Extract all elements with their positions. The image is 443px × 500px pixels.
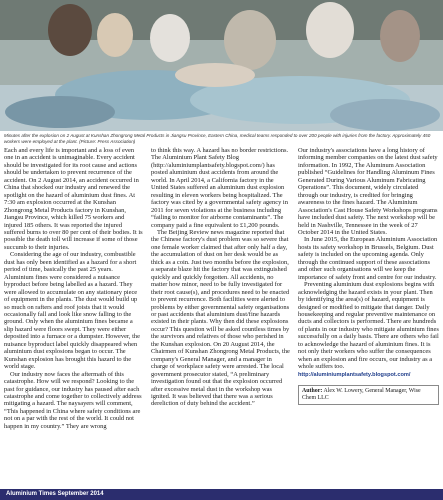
- hero-photo: [0, 0, 443, 131]
- paragraph: Preventing aluminium dust explosions begins with acknowledging the hazard exists in your plant. Then by identifying the area(s) of hazard, equipment is designed or modified to mitigate that danger. Daily housekeeping and regular preventive maintenance on ducts and collectors is performed. There are hundreds of plants in our industry who mitigate aluminium fines successfully on a daily basis. There are others who fail to acknowledge the hazard of aluminium fines. It is not only their workers who suffer the consequences when an explosion and fire occurs, our industry as a whole suffers too.: [298, 281, 439, 371]
- author-label: Author:: [302, 388, 323, 395]
- blog-link[interactable]: http://aluminiumplantsafety.blogspot.com/: [298, 371, 411, 378]
- page-footer: Aluminium Times September 2014: [0, 489, 443, 500]
- paragraph: Our industry now faces the aftermath of this catastrophe. How will we respond? Looking to the past for guidance, our industry has paused after each catastrophe and come together to collectively address mitigating a hazard. The naysayers will comment, “This happened in China where safety conditions are not on a par with the rest of the world. It could not happen in my country.” They are wrong: [4, 370, 142, 430]
- article-column-1: [4, 147, 143, 430]
- paragraph: The Beijing Review news magazine reported that the Chinese factory's dust problem was so severe that one female worker claimed that after only half a day, the accumulation of dust on her desk would be as thick as a coin. Just two months before the explosion, a separate blaze hit the factory that was extinguished quickly and quickly forgotten. All accidents, no matter how minor, need to be fully investigated for their root cause(s), and procedures need to be enacted to prevent recurrence. Both facilities were alerted to problems by either governmental safety organisations or past accidents that aluminium dust/fine hazards existed in their plants. Why then did these explosions occur? This question will be asked countless times by the survivors and relatives of those who perished in the Kunshan explosion. On 20 August 2014, the Chairmen of Kunshan Zhongrong Metal Products, the company's General Manager, and a manager in charge of workplace safety were arrested. The local government prosecutor stated, “A preliminary investigation found out that the explosion occurred after excessive metal dust in the workshop was ignited. It was believed that there was a serious dereliction of duty behind the accident.”: [151, 228, 290, 408]
- author-box: [298, 385, 439, 405]
- photo-caption: Minutes after the explosion on 2 August at Kunshan Zhongrong Metal Products in Jiangsu Province, Eastern China, medical teams responded to over 200 people with injuries from the factory. Approximately 450 workers were employed at the plant. (Picture: Press Association): [4, 133, 431, 144]
- article-column-2: [151, 147, 290, 408]
- paragraph: In June 2015, the European Aluminium Association hosts its safety workshop in Brussels, Belgium. Dust safety is included on the upcoming agenda. Only through the continued support of these associations and other such organisations will we keep the importance of safety front and centre for our industry.: [298, 236, 438, 281]
- paragraph: Our industry's associations have a long history of informing member companies on the latest dust safety information. In 1992, The Aluminum Association published “Guidelines for Handling Aluminum Fines Generated During Various Aluminum Fabricating Operations”. This document, widely circulated through our industry, is credited for bringing awareness to the fines hazard. The Aluminium Association's Cast House Safety Workshops programs have included dust safety. The next workshop will be held in Nashville, Tennessee in the week of 27 October 2014 in the United States.: [298, 147, 438, 236]
- author-name: Alex W. Lowery, General Manager, Wise Chem LLC: [302, 388, 421, 401]
- paragraph: Each and every life is important and a loss of even one in an accident is unimaginable. Every accident should be investigated for its root cause and actions should be undertaken to prevent recurrence of the accident. On 2 August 2014, an accident occurred in China that shocked our industry and renewed the spotlight on the hazard of aluminium dust fines. At 7:30 am explosion occurred at the Kunshan Zhongrong Metal Products factory in Kunshan, Jiangsu Province, which killed 75 workers and injured 185 others. It was reported the injured suffered burns to over 80 per cent of their bodies. It is possible the death toll will increase if some of those succumb to their injuries.: [4, 147, 143, 251]
- article-column-3: [298, 147, 439, 405]
- explosion-victims-photo: [0, 0, 443, 131]
- paragraph: Considering the age of our industry, combustible dust has only been identified as a hazard for a short period of time, basically the past 25 years. Aluminium fines were considered a nuisance byproduct before being labelled as a hazard. They were allowed to accumulate on any stationary piece of equipment in the plants. The dust would build up so much on rafters and roof joists that it would occasionally fall and look like snow falling to the ground. Only when the aluminium fines became a slip hazard were floors swept. They were either deposited into a furnace or a dumpster. However, the nuisance byproduct label quickly disappeared when aluminium dust explosions began to occur. The Kunshan explosion has brought this hazard to the world stage.: [4, 251, 140, 371]
- paragraph: to think this way. A hazard has no border restrictions. The Aluminium Plant Safety Blog (http://aluminiumplantsafety.blogspot.com/) has posted aluminium dust accidents from around the world. In April 2014, a California factory in the United States suffered an aluminium dust explosion resulting in eleven workers being hospitalized. The factory was cited by a governmental safety agency in 2011 for seven violations at the business including “failing to monitor for airborne contaminants”. The company paid a fine equivalent to £1,200 pounds.: [151, 147, 289, 229]
